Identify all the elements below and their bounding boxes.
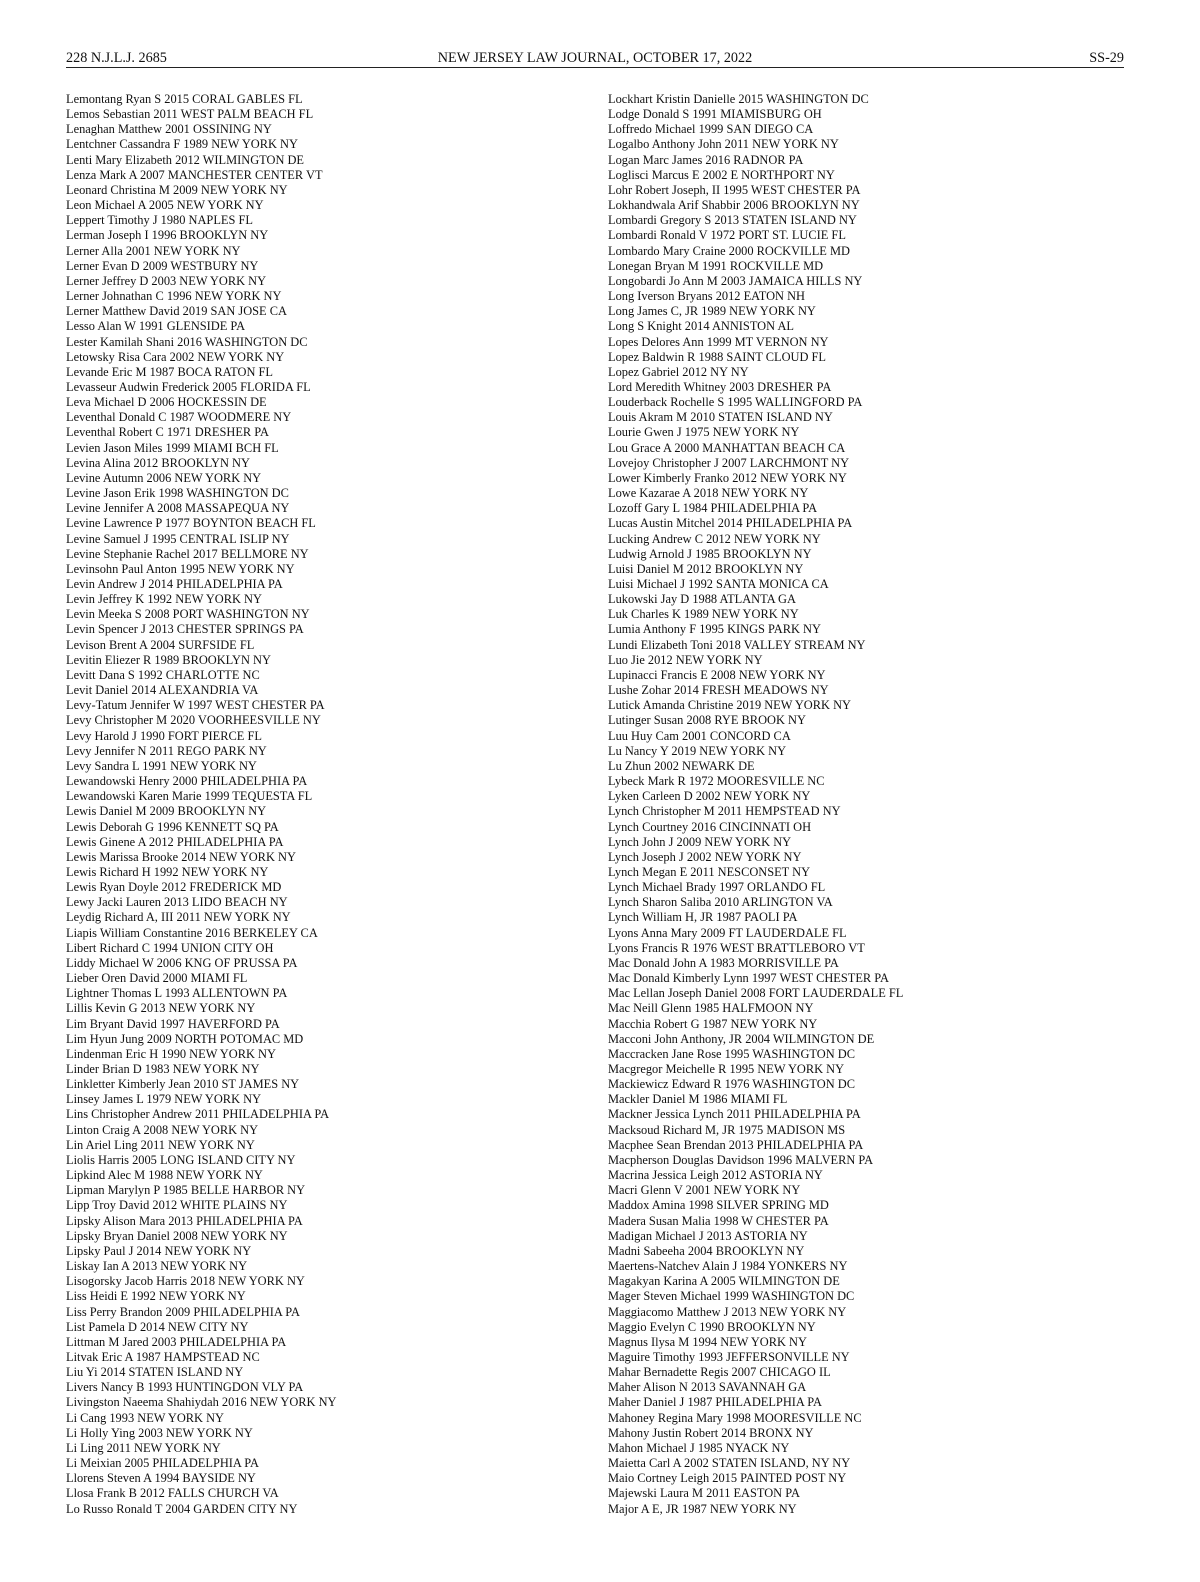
list-item: Levin Andrew J 2014 PHILADELPHIA PA [66,577,283,591]
running-header [66,48,1124,68]
list-item: Lynch Christopher M 2011 HEMPSTEAD NY [608,804,841,819]
list-item: Lyons Francis R 1976 WEST BRATTLEBORO VT [608,940,865,955]
list-item: Macconi John Anthony, JR 2004 WILMINGTON DE [608,1031,875,1046]
list-item: Lu Zhun 2002 NEWARK DE [608,758,755,773]
list-item: Lohr Robert Joseph, II 1995 WEST CHESTER PA [608,182,861,197]
list-item: Lopes Delores Ann 1999 MT VERNON NY [608,334,829,349]
list-item: Mahony Justin Robert 2014 BRONX NY [608,1425,814,1440]
list-item: Li Meixian 2005 PHILADELPHIA PA [66,1456,259,1471]
list-item: Leppert Timothy J 1980 NAPLES FL [66,213,253,228]
list-item: Levina Alina 2012 BROOKLYN NY [66,455,250,470]
list-item: Magnus Ilysa M 1994 NEW YORK NY [608,1334,807,1349]
list-item: Loglisci Marcus E 2002 E NORTHPORT NY [608,167,835,182]
list-item: Lisogorsky Jacob Harris 2018 NEW YORK NY [66,1274,305,1289]
list-item: Lieber Oren David 2000 MIAMI FL [66,971,248,986]
list-item: Lombardo Mary Craine 2000 ROCKVILLE MD [608,243,850,258]
list-item: Levy Harold J 1990 FORT PIERCE FL [66,728,262,743]
list-item: Lewis Ginene A 2012 PHILADELPHIA PA [66,834,284,849]
list-item: Levine Jason Erik 1998 WASHINGTON DC [66,486,289,501]
list-item: Maguire Timothy 1993 JEFFERSONVILLE NY [608,1349,850,1364]
list-item: Levande Eric M 1987 BOCA RATON FL [66,364,273,379]
list-item: Lybeck Mark R 1972 MOORESVILLE NC [608,774,825,789]
list-item: Liss Perry Brandon 2009 PHILADELPHIA PA [66,1304,300,1319]
list-item: Lumia Anthony F 1995 KINGS PARK NY [608,622,821,637]
list-item: Lutinger Susan 2008 RYE BROOK NY [608,713,806,728]
list-item: Lynch William H, JR 1987 PAOLI PA [608,910,798,925]
list-item: Lushe Zohar 2014 FRESH MEADOWS NY [608,683,829,698]
right-column [608,92,1098,1517]
list-item: Mac Donald Kimberly Lynn 1997 WEST CHESTER PA [608,971,889,986]
list-item: Leonard Christina M 2009 NEW YORK NY [66,182,288,197]
list-item: Lupinacci Francis E 2008 NEW YORK NY [608,667,826,682]
list-item: Luisi Michael J 1992 SANTA MONICA CA [608,577,829,591]
list-item: Li Holly Ying 2003 NEW YORK NY [66,1425,253,1440]
list-item: Liss Heidi E 1992 NEW YORK NY [66,1289,246,1304]
list-item: Lins Christopher Andrew 2011 PHILADELPHIA PA [66,1107,330,1122]
list-item: Lim Hyun Jung 2009 NORTH POTOMAC MD [66,1031,304,1046]
list-item: Mackler Daniel M 1986 MIAMI FL [608,1092,788,1107]
list-item: Macksoud Richard M, JR 1975 MADISON MS [608,1122,846,1137]
list-item: Lodge Donald S 1991 MIAMISBURG OH [608,107,822,122]
list-item: Litvak Eric A 1987 HAMPSTEAD NC [66,1349,260,1364]
list-item: Loffredo Michael 1999 SAN DIEGO CA [608,122,814,137]
list-item: Levine Jennifer A 2008 MASSAPEQUA NY [66,501,290,516]
list-item: Lenti Mary Elizabeth 2012 WILMINGTON DE [66,152,305,167]
list-item: Lozoff Gary L 1984 PHILADELPHIA PA [608,501,818,516]
list-item: Levy Jennifer N 2011 REGO PARK NY [66,743,267,758]
list-item: Lynch Megan E 2011 NESCONSET NY [608,864,811,879]
list-item: Mager Steven Michael 1999 WASHINGTON DC [608,1289,855,1304]
list-item: Levin Jeffrey K 1992 NEW YORK NY [66,592,262,607]
list-item: Maietta Carl A 2002 STATEN ISLAND, NY NY [608,1456,851,1471]
list-item: Leydig Richard A, III 2011 NEW YORK NY [66,910,291,925]
list-item: Leon Michael A 2005 NEW YORK NY [66,198,264,213]
list-item: Lenza Mark A 2007 MANCHESTER CENTER VT [66,167,323,182]
list-item: Magakyan Karina A 2005 WILMINGTON DE [608,1274,840,1289]
list-item: Levine Lawrence P 1977 BOYNTON BEACH FL [66,516,316,531]
list-item: Levy-Tatum Jennifer W 1997 WEST CHESTER PA [66,698,325,713]
list-item: Mahar Bernadette Regis 2007 CHICAGO IL [608,1365,831,1380]
list-item: Levison Brent A 2004 SURFSIDE FL [66,637,255,652]
list-item: Lewis Richard H 1992 NEW YORK NY [66,864,269,879]
list-item: Linsey James L 1979 NEW YORK NY [66,1092,262,1107]
list-item: Libert Richard C 1994 UNION CITY OH [66,940,274,955]
list-item: Madni Sabeeha 2004 BROOKLYN NY [608,1243,805,1258]
list-item: Lower Kimberly Franko 2012 NEW YORK NY [608,470,847,485]
list-item: Maher Daniel J 1987 PHILADELPHIA PA [608,1395,822,1410]
list-item: Lynch Courtney 2016 CINCINNATI OH [608,819,812,834]
list-item: Levin Spencer J 2013 CHESTER SPRINGS PA [66,622,304,637]
list-item: Mahon Michael J 1985 NYACK NY [608,1440,790,1455]
list-item: Mac Neill Glenn 1985 HALFMOON NY [608,1001,814,1016]
list-item: Lin Ariel Ling 2011 NEW YORK NY [66,1137,255,1152]
list-item: Lemos Sebastian 2011 WEST PALM BEACH FL [66,107,314,122]
list-item: Lipsky Bryan Daniel 2008 NEW YORK NY [66,1228,288,1243]
list-item: Lesso Alan W 1991 GLENSIDE PA [66,319,246,334]
list-item: Letowsky Risa Cara 2002 NEW YORK NY [66,349,285,364]
list-item: Logan Marc James 2016 RADNOR PA [608,152,804,167]
list-item: Lewis Ryan Doyle 2012 FREDERICK MD [66,880,282,895]
list-item: Lightner Thomas L 1993 ALLENTOWN PA [66,986,288,1001]
list-item: Lillis Kevin G 2013 NEW YORK NY [66,1001,256,1016]
list-item: Luk Charles K 1989 NEW YORK NY [608,607,799,622]
list-item: Maio Cortney Leigh 2015 PAINTED POST NY [608,1471,847,1486]
list-item: Maggio Evelyn C 1990 BROOKLYN NY [608,1319,816,1334]
list-item: List Pamela D 2014 NEW CITY NY [66,1319,249,1334]
list-item: Lucking Andrew C 2012 NEW YORK NY [608,531,821,546]
list-item: Maggiacomo Matthew J 2013 NEW YORK NY [608,1304,847,1319]
list-item: Leventhal Robert C 1971 DRESHER PA [66,425,269,440]
page-number: SS-29 [1089,50,1124,66]
list-item: Lentchner Cassandra F 1989 NEW YORK NY [66,137,298,152]
list-item: Levinsohn Paul Anton 1995 NEW YORK NY [66,561,295,576]
list-item: Li Ling 2011 NEW YORK NY [66,1440,221,1455]
list-item: Lokhandwala Arif Shabbir 2006 BROOKLYN NY [608,198,860,213]
list-item: Livers Nancy B 1993 HUNTINGDON VLY PA [66,1380,304,1395]
list-item: Mahoney Regina Mary 1998 MOORESVILLE NC [608,1410,862,1425]
list-item: Levitt Dana S 1992 CHARLOTTE NC [66,667,260,682]
list-item: Linder Brian D 1983 NEW YORK NY [66,1062,260,1076]
list-item: Macrina Jessica Leigh 2012 ASTORIA NY [608,1168,823,1183]
list-item: Mac Donald John A 1983 MORRISVILLE PA [608,955,839,970]
list-item: Linton Craig A 2008 NEW YORK NY [66,1122,259,1137]
list-item: Louderback Rochelle S 1995 WALLINGFORD PA [608,395,863,410]
list-item: Levit Daniel 2014 ALEXANDRIA VA [66,683,259,698]
list-item: Macchia Robert G 1987 NEW YORK NY [608,1016,818,1031]
list-item: Mac Lellan Joseph Daniel 2008 FORT LAUDERDALE FL [608,986,904,1001]
list-item: Levitin Eliezer R 1989 BROOKLYN NY [66,652,271,667]
list-item: Lu Nancy Y 2019 NEW YORK NY [608,743,787,758]
list-item: Lerner Matthew David 2019 SAN JOSE CA [66,304,287,319]
list-item: Long Iverson Bryans 2012 EATON NH [608,289,805,304]
list-item: Linkletter Kimberly Jean 2010 ST JAMES NY [66,1077,300,1092]
list-item: Longobardi Jo Ann M 2003 JAMAICA HILLS NY [608,273,863,288]
list-item: Lutick Amanda Christine 2019 NEW YORK NY [608,698,851,713]
list-item: Maccracken Jane Rose 1995 WASHINGTON DC [608,1046,855,1061]
list-item: Levasseur Audwin Frederick 2005 FLORIDA FL [66,379,311,394]
list-item: Levine Autumn 2006 NEW YORK NY [66,470,262,485]
list-item: Lerner Alla 2001 NEW YORK NY [66,243,241,258]
list-item: Lukowski Jay D 1988 ATLANTA GA [608,592,796,607]
citation: 228 N.J.L.J. 2685 [66,50,167,66]
list-item: Mackiewicz Edward R 1976 WASHINGTON DC [608,1077,855,1092]
list-item: Lipsky Alison Mara 2013 PHILADELPHIA PA [66,1213,303,1228]
list-item: Lopez Baldwin R 1988 SAINT CLOUD FL [608,349,826,364]
list-item: Llosa Frank B 2012 FALLS CHURCH VA [66,1486,279,1501]
list-item: Lyken Carleen D 2002 NEW YORK NY [608,789,811,804]
list-item: Lewis Deborah G 1996 KENNETT SQ PA [66,819,279,834]
list-item: Lewis Marissa Brooke 2014 NEW YORK NY [66,849,296,864]
list-item: Macpherson Douglas Davidson 1996 MALVERN PA [608,1152,874,1167]
list-item: Lewandowski Karen Marie 1999 TEQUESTA FL [66,789,313,804]
list-item: Llorens Steven A 1994 BAYSIDE NY [66,1471,256,1486]
list-item: Lynch Joseph J 2002 NEW YORK NY [608,849,802,864]
list-item: Levy Christopher M 2020 VOORHEESVILLE NY [66,713,321,728]
list-item: Lopez Gabriel 2012 NY NY [608,364,749,379]
list-item: Lo Russo Ronald T 2004 GARDEN CITY NY [66,1501,298,1516]
list-item: Majewski Laura M 2011 EASTON PA [608,1486,800,1501]
list-item: Lundi Elizabeth Toni 2018 VALLEY STREAM NY [608,637,866,652]
list-item: Lewis Daniel M 2009 BROOKLYN NY [66,804,267,819]
list-item: Livingston Naeema Shahiydah 2016 NEW YORK NY [66,1395,337,1410]
list-item: Lockhart Kristin Danielle 2015 WASHINGTON DC [608,92,869,106]
list-item: Lerner Jeffrey D 2003 NEW YORK NY [66,273,267,288]
list-item: Maher Alison N 2013 SAVANNAH GA [608,1380,807,1395]
list-item: Macri Glenn V 2001 NEW YORK NY [608,1183,801,1198]
list-item: Lynch Michael Brady 1997 ORLANDO FL [608,880,826,895]
list-item: Lim Bryant David 1997 HAVERFORD PA [66,1016,280,1031]
list-item: Mackner Jessica Lynch 2011 PHILADELPHIA PA [608,1107,861,1122]
list-item: Maertens-Natchev Alain J 1984 YONKERS NY [608,1259,848,1274]
list-item: Lonegan Bryan M 1991 ROCKVILLE MD [608,258,824,273]
list-item: Liddy Michael W 2006 KNG OF PRUSSA PA [66,955,298,970]
list-item: Lester Kamilah Shani 2016 WASHINGTON DC [66,334,308,349]
list-item: Lombardi Ronald V 1972 PORT ST. LUCIE FL [608,228,846,243]
list-item: Lerman Joseph I 1996 BROOKLYN NY [66,228,269,243]
list-item: Lou Grace A 2000 MANHATTAN BEACH CA [608,440,846,455]
list-item: Lipp Troy David 2012 WHITE PLAINS NY [66,1198,288,1213]
list-item: Louis Akram M 2010 STATEN ISLAND NY [608,410,833,425]
list-item: Lourie Gwen J 1975 NEW YORK NY [608,425,800,440]
list-item: Liapis William Constantine 2016 BERKELEY CA [66,925,318,940]
list-item: Levine Stephanie Rachel 2017 BELLMORE NY [66,546,309,561]
list-item: Liu Yi 2014 STATEN ISLAND NY [66,1365,244,1380]
list-item: Levin Meeka S 2008 PORT WASHINGTON NY [66,607,310,622]
list-item: Leva Michael D 2006 HOCKESSIN DE [66,395,267,410]
header-rule [66,67,1124,68]
list-item: Lewy Jacki Lauren 2013 LIDO BEACH NY [66,895,288,910]
list-item: Liskay Ian A 2013 NEW YORK NY [66,1259,248,1274]
list-item: Leventhal Donald C 1987 WOODMERE NY [66,410,292,425]
list-item: Lord Meredith Whitney 2003 DRESHER PA [608,379,832,394]
list-item: Lynch John J 2009 NEW YORK NY [608,834,792,849]
list-item: Liolis Harris 2005 LONG ISLAND CITY NY [66,1152,296,1167]
list-item: Lowe Kazarae A 2018 NEW YORK NY [608,486,809,501]
list-item: Long S Knight 2014 ANNISTON AL [608,319,794,334]
list-item: Madera Susan Malia 1998 W CHESTER PA [608,1213,829,1228]
list-item: Lynch Sharon Saliba 2010 ARLINGTON VA [608,895,833,910]
left-column [66,92,556,1517]
list-item: Luu Huy Cam 2001 CONCORD CA [608,728,791,743]
list-item: Li Cang 1993 NEW YORK NY [66,1410,224,1425]
list-item: Lenaghan Matthew 2001 OSSINING NY [66,122,272,137]
list-item: Ludwig Arnold J 1985 BROOKLYN NY [608,546,812,561]
list-item: Lindenman Eric H 1990 NEW YORK NY [66,1046,276,1061]
list-item: Lerner Evan D 2009 WESTBURY NY [66,258,259,273]
list-item: Lipsky Paul J 2014 NEW YORK NY [66,1243,252,1258]
list-item: Madigan Michael J 2013 ASTORIA NY [608,1228,808,1243]
list-item: Levine Samuel J 1995 CENTRAL ISLIP NY [66,531,290,546]
list-item: Maddox Amina 1998 SILVER SPRING MD [608,1198,829,1213]
list-item: Lemontang Ryan S 2015 CORAL GABLES FL [66,92,303,106]
list-item: Lipkind Alec M 1988 NEW YORK NY [66,1168,263,1183]
list-item: Lerner Johnathan C 1996 NEW YORK NY [66,289,282,304]
list-item: Major A E, JR 1987 NEW YORK NY [608,1501,797,1516]
list-item: Lipman Marylyn P 1985 BELLE HARBOR NY [66,1183,306,1198]
list-item: Luisi Daniel M 2012 BROOKLYN NY [608,561,804,576]
list-item: Macphee Sean Brendan 2013 PHILADELPHIA PA [608,1137,864,1152]
list-item: Levy Sandra L 1991 NEW YORK NY [66,758,257,773]
list-item: Littman M Jared 2003 PHILADELPHIA PA [66,1334,287,1349]
list-item: Levien Jason Miles 1999 MIAMI BCH FL [66,440,279,455]
list-item: Lyons Anna Mary 2009 FT LAUDERDALE FL [608,925,847,940]
list-item: Long James C, JR 1989 NEW YORK NY [608,304,816,319]
list-item: Luo Jie 2012 NEW YORK NY [608,652,763,667]
list-item: Lucas Austin Mitchel 2014 PHILADELPHIA PA [608,516,853,531]
list-item: Lovejoy Christopher J 2007 LARCHMONT NY [608,455,850,470]
publication-title: NEW JERSEY LAW JOURNAL, OCTOBER 17, 2022 [437,50,753,66]
list-item: Logalbo Anthony John 2011 NEW YORK NY [608,137,839,152]
list-item: Lombardi Gregory S 2013 STATEN ISLAND NY [608,213,857,228]
list-item: Lewandowski Henry 2000 PHILADELPHIA PA [66,774,308,789]
list-item: Macgregor Meichelle R 1995 NEW YORK NY [608,1062,845,1076]
